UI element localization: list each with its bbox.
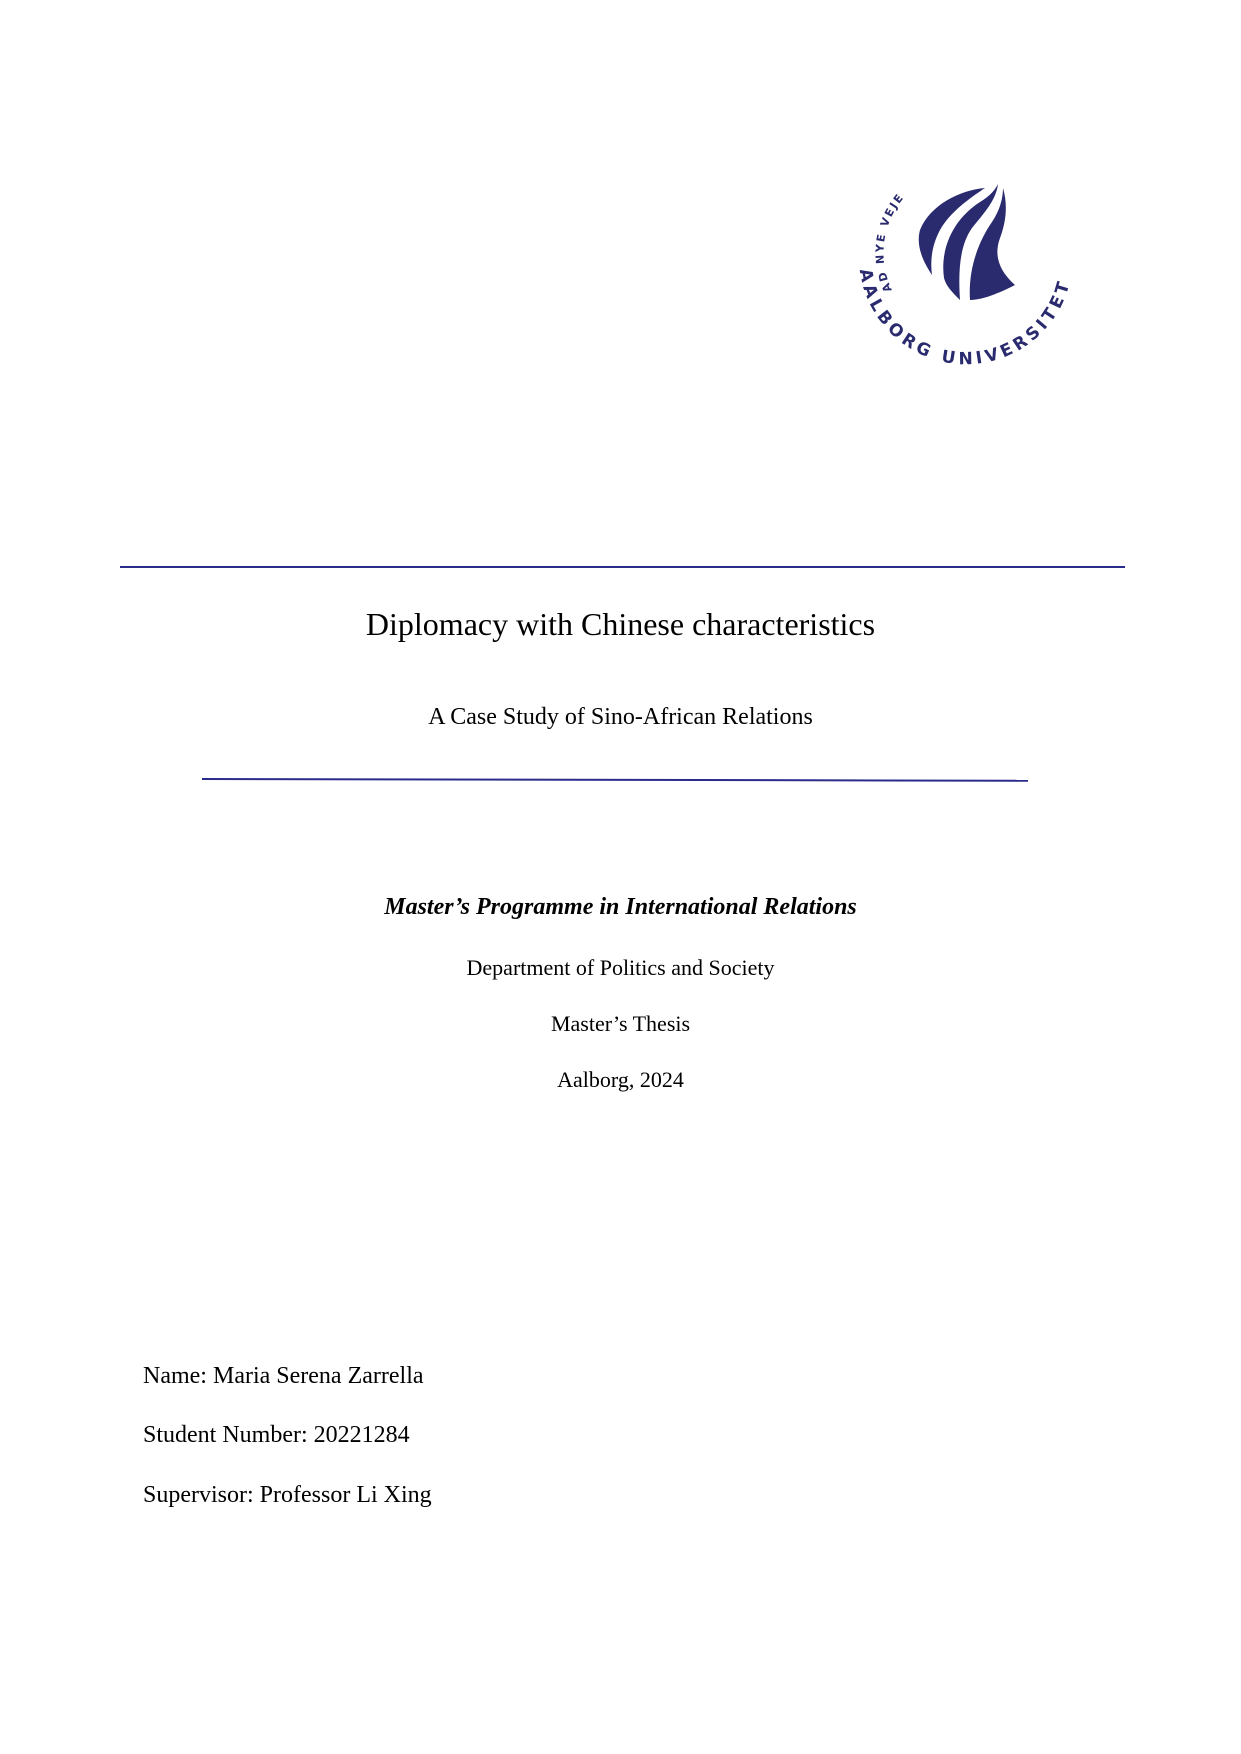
author-name: Name: Maria Serena Zarrella xyxy=(143,1363,424,1389)
department-name: Department of Politics and Society xyxy=(466,955,775,980)
logo-motto: AD NYE VEJE xyxy=(873,190,908,295)
document-type: Master’s Thesis xyxy=(550,1011,691,1036)
place-and-year: Aalborg, 2024 xyxy=(557,1067,684,1092)
programme-name: Master’s Programme in International Relations xyxy=(384,894,857,920)
supervisor-name: Supervisor: Professor Li Xing xyxy=(143,1482,432,1508)
svg-text:AD NYE VEJE xyxy=(873,190,907,294)
aalborg-university-logo-icon xyxy=(840,150,1085,380)
title-bottom-divider xyxy=(202,778,1028,782)
title-top-divider xyxy=(120,566,1125,568)
thesis-subtitle: A Case Study of Sino-African Relations xyxy=(428,704,813,730)
thesis-title: Diplomacy with Chinese characteristics xyxy=(365,606,876,642)
logo-institution-name: AALBORG UNIVERSITET xyxy=(854,266,1076,370)
student-number: Student Number: 20221284 xyxy=(143,1422,410,1448)
